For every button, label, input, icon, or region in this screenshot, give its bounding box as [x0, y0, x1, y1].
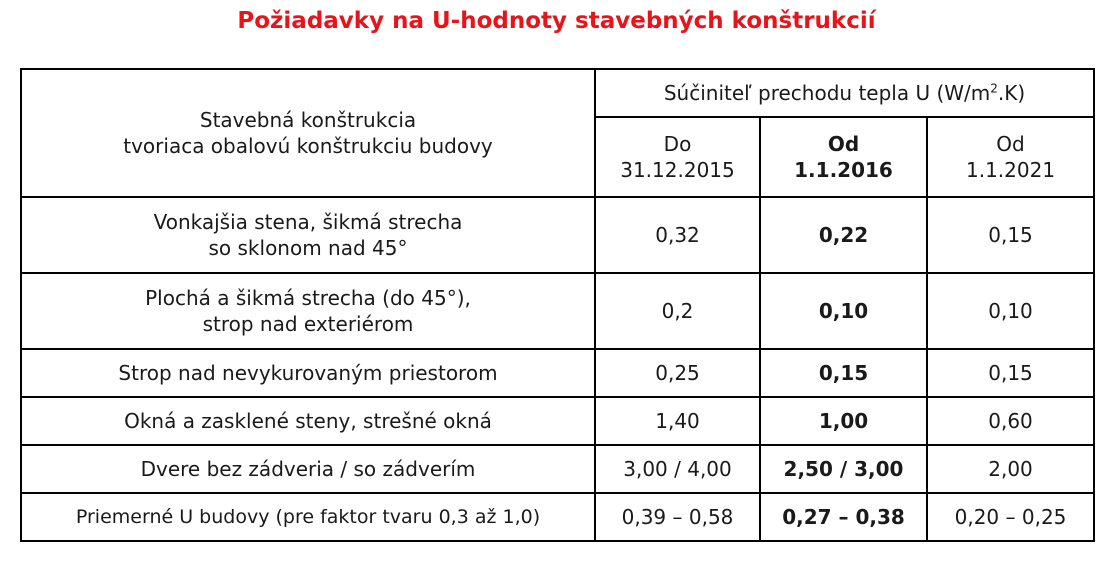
table-row	[21, 445, 1094, 493]
value-cell: 2,00	[927, 445, 1094, 493]
value-cell: 1,00	[760, 397, 927, 445]
table-row	[21, 349, 1094, 397]
period-header-line1: Od	[996, 132, 1025, 156]
value-cell: 0,20 – 0,25	[927, 493, 1094, 541]
row-label	[21, 273, 595, 349]
row-label: Okná a zasklené steny, strešné okná	[21, 397, 595, 445]
value-cell: 0,39 – 0,58	[595, 493, 760, 541]
period-header-line2: 31.12.2015	[620, 158, 735, 182]
period-header-2016	[760, 117, 927, 197]
row-label-line2: so sklonom nad 45°	[208, 236, 408, 260]
row-label: Priemerné U budovy (pre faktor tvaru 0,3 až 1,0)	[21, 493, 595, 541]
value-cell: 0,27 – 0,38	[760, 493, 927, 541]
construction-header	[21, 69, 595, 197]
coefficient-header-sup: 2	[990, 81, 998, 96]
period-header-line2: 1.1.2021	[965, 158, 1056, 182]
table-row	[21, 493, 1094, 541]
table-row	[21, 273, 1094, 349]
value-cell: 2,50 / 3,00	[760, 445, 927, 493]
period-header-line1: Od	[827, 132, 860, 156]
period-header-line2: 1.1.2016	[794, 158, 893, 182]
row-label: Dvere bez zádveria / so zádverím	[21, 445, 595, 493]
table-row	[21, 397, 1094, 445]
period-header-2015	[595, 117, 760, 197]
value-cell: 0,15	[927, 349, 1094, 397]
header-row-top	[21, 69, 1094, 117]
row-label	[21, 197, 595, 273]
period-header-2021	[927, 117, 1094, 197]
u-values-table	[20, 68, 1095, 542]
page-title: Požiadavky na U-hodnoty stavebných konštrukcií	[237, 8, 876, 34]
value-cell: 0,60	[927, 397, 1094, 445]
row-label-line2: strop nad exteriérom	[202, 312, 414, 336]
value-cell: 0,32	[595, 197, 760, 273]
value-cell: 0,22	[760, 197, 927, 273]
value-cell: 0,15	[760, 349, 927, 397]
value-cell: 0,10	[927, 273, 1094, 349]
row-label-line1: Vonkajšia stena, šikmá strecha	[153, 210, 463, 234]
value-cell: 0,25	[595, 349, 760, 397]
row-label: Strop nad nevykurovaným priestorom	[21, 349, 595, 397]
construction-header-line2: tvoriaca obalovú konštrukciu budovy	[123, 134, 493, 158]
value-cell: 0,15	[927, 197, 1094, 273]
period-header-line1: Do	[663, 132, 692, 156]
coefficient-header-suffix: .K)	[997, 81, 1026, 105]
construction-header-line1: Stavebná konštrukcia	[199, 108, 417, 132]
value-cell: 1,40	[595, 397, 760, 445]
value-cell: 0,10	[760, 273, 927, 349]
row-label-line1: Plochá a šikmá strecha (do 45°),	[145, 286, 471, 310]
coefficient-header-prefix: Súčiniteľ prechodu tepla U (W/m	[663, 81, 991, 105]
value-cell: 0,2	[595, 273, 760, 349]
coefficient-header	[595, 69, 1094, 117]
value-cell: 3,00 / 4,00	[595, 445, 760, 493]
table-row	[21, 197, 1094, 273]
